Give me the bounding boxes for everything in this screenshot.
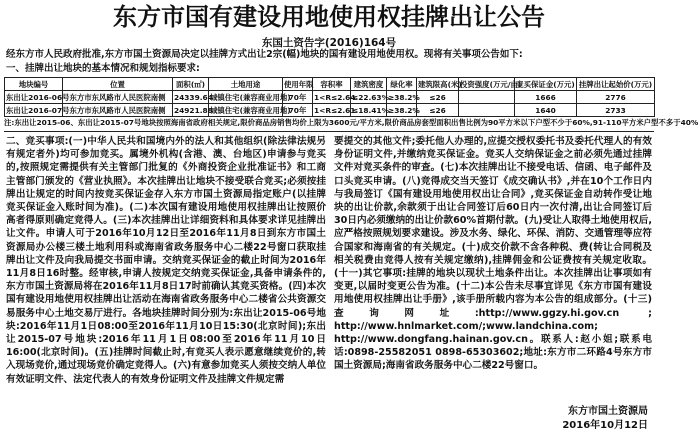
table-cell: 70年 <box>283 104 313 117</box>
table-cell: 1<R≤2.64 <box>314 92 356 102</box>
table-cell <box>459 104 515 117</box>
table-header: 竞买保证金(万元) <box>516 79 575 89</box>
body-column-left <box>6 135 326 443</box>
body-paragraph: 要提交的其他文件;委托他人办理的,应提交授权委托书及委托代理人的有效身份证明文件,并缴纳竞买保证金。竞买人交纳保证金之前必须先通过挂牌文件对竞买条件的审查。(七)本次挂牌出让不接受电话、信函、电子邮件及口头竞买申请。(八)竞得成交当天签订《成交确认书》,并在10个工作日内与我局签订《国有建设用地使用权出让合同》,竞买保证金自动转作受让地块的出让价款,余款须于出让合同签订后60日内一次付清,出让合同签订后30日内必须缴纳的出让价款60%首期付款。(九)受让人取得土地使用权后,应严格按照规划要求建设。涉及水务、绿化、环保、消防、交通管理等应符合国家和海南省的有关规定。(十)成交价款不含各种税、费(转让合同税及相关税费由竞得人按有关规定缴纳),挂牌佣金和公证费按有关规定收取。(十一)其它事项:挂牌的地块以现状土地条件出让。本次挂牌出让事项如有变更,以届时变更公告为准。(十二)本公告未尽事宜详见《东方市国有建设用地使用权挂牌出让手册》,该手册所载内容为本公告的组成部分。(十三)查询网址:http://www.ggzy.hi.gov.cn ; http://www.hnlmarket.com/;www.landchina.com; http://www.dongfang.hainan.gov.cn。联系人:赵小姐;联系电话:0898-25582051 0898-65303602;地址:东方市二环路4号东方市国土资源局;海南省政务服务中心二楼22号窗口。 <box>334 136 652 372</box>
table-cell: 城镇住宅(兼容商业用地) <box>210 105 291 115</box>
table-header: 建筑密度 <box>351 78 387 91</box>
table-cell: 1640 <box>515 104 577 117</box>
table-header: 使用年限 <box>284 79 314 89</box>
signature-date: 2016年10月12日 <box>562 420 648 431</box>
table-note: 注:东出让2015-06、东出让2015-07号地块按照海南省政府相关规定,限价商品房销售均价上限为3600元/平方米,限价商品房套型面积出售比例为90平方米以下户型不少于60%,91-110平方米户型不多于40% <box>4 118 698 127</box>
parcel-table <box>4 77 655 117</box>
table-row <box>5 91 655 104</box>
divider <box>4 131 654 132</box>
table-header-row <box>5 78 655 91</box>
table-cell: 2776 <box>577 91 655 104</box>
table-header: 容积率 <box>313 78 351 91</box>
table-cell: 东方市东风路市人民医院南侧 <box>63 91 173 104</box>
table-header: 土地用途 <box>209 78 283 91</box>
body-column-right <box>334 135 652 393</box>
table-cell: 东出让2016-07号 <box>6 105 70 115</box>
body-paragraph: 二、竞买事项:(一)中华人民共和国境内外的法人和其他组织(除法律法规另有规定者外)均可参加竞买。属境外机构(含港、澳、台地区)申请参与竞买的,按照规定需提供有关主管部门批复的《外商投资企业批准证书》和工商主管部门颁发的《营业执照》。本次挂牌出让地块不接受联合竞买;必须按挂牌出让规定的时间内按竞买保证金存入东方市国土资源局指定账户(以挂牌竞买保证金入账时间为准)。(二)本次国有建设用地使用权挂牌出让按照价高者得原则确定竞得人。(三)本次挂牌出让详细资料和具体要求详见挂牌出让文件。申请人可于2016年10月12日至2016年11月8日到东方市国土资源局办公楼三楼土地利用科或海南省政务服务中心二楼22号窗口获取挂牌出让文件及向我局提交书面申请。交纳竞买保证金的截止时间为2016年11月8日16时整。经审核,申请人按规定交纳竞买保证金,具备申请条件的,东方市国土资源局将在2016年11月8日17时前确认其竞买资格。(四)本次国有建设用地使用权挂牌出让活动在海南省政务服务中心二楼省公共资源交易服务中心土地交易厅进行。各地块挂牌时间分别为:东出让2015-06号地块:2016年11月1日08:00至2016年11月10日15:30(北京时间);东出让2015-07号地块:2016年11月1日08:00至2016年11月10日16:00(北京时间)。(五)挂牌时间截止时,有竞买人表示愿意继续竞价的,转入现场竞价,通过现场竞价确定竞得人。(六)有意参加竞买人须按交纳人单位有效证明文件、法定代表人的有效身份证明文件及挂牌文件规定需 <box>6 136 326 385</box>
table-header: 位置 <box>63 78 173 91</box>
table-row <box>5 104 655 117</box>
table-header: 绿化率 <box>387 78 417 91</box>
table-header: 建筑限高(米) <box>418 79 462 89</box>
table-header: 面积(㎡) <box>173 78 209 91</box>
table-cell: 2733 <box>577 104 655 117</box>
table-cell: ≤26 <box>417 104 459 117</box>
signature-block <box>562 405 648 433</box>
table-cell: 东方市东风路市人民医院南侧 <box>63 104 173 117</box>
intro-paragraph: 经东方市人民政府批准,东方市国土资源局决定以挂牌方式出让2宗(幅)地块的国有建设用地使用权。现将有关事项公告如下: <box>6 49 523 60</box>
signature-org: 东方市国土资源局 <box>568 406 648 417</box>
table-cell: ≤22.63% <box>352 92 389 102</box>
table-cell <box>459 91 515 104</box>
table-header: 投资强度(万元/亩) <box>460 79 522 89</box>
table-cell: 东出让2016-06号 <box>6 92 70 102</box>
table-cell: 24921.88 <box>174 105 213 115</box>
table-header: 挂牌出让起始价(万元) <box>577 78 655 91</box>
notice-title: 东方市国有建设用地使用权挂牌出让公告 <box>113 3 545 31</box>
document-number: 东国土资告字(2016)164号 <box>261 37 397 49</box>
table-cell: ≤26 <box>417 91 459 104</box>
table-cell: 24339.64 <box>174 92 213 102</box>
table-header: 地块编号 <box>5 78 63 91</box>
table-cell: 1666 <box>515 91 577 104</box>
table-cell: ≤18.41% <box>352 105 389 115</box>
section1-heading: 一、挂牌出让地块的基本情况和规划指标要求: <box>6 63 200 74</box>
table-cell: 城镇住宅(兼容商业用地) <box>210 92 291 102</box>
table-cell: ≥38.2% <box>388 92 420 102</box>
table-cell: ≥38.2% <box>388 105 420 115</box>
table-cell: 1<R≤2.61 <box>314 105 356 115</box>
table-cell: 70年 <box>283 91 313 104</box>
